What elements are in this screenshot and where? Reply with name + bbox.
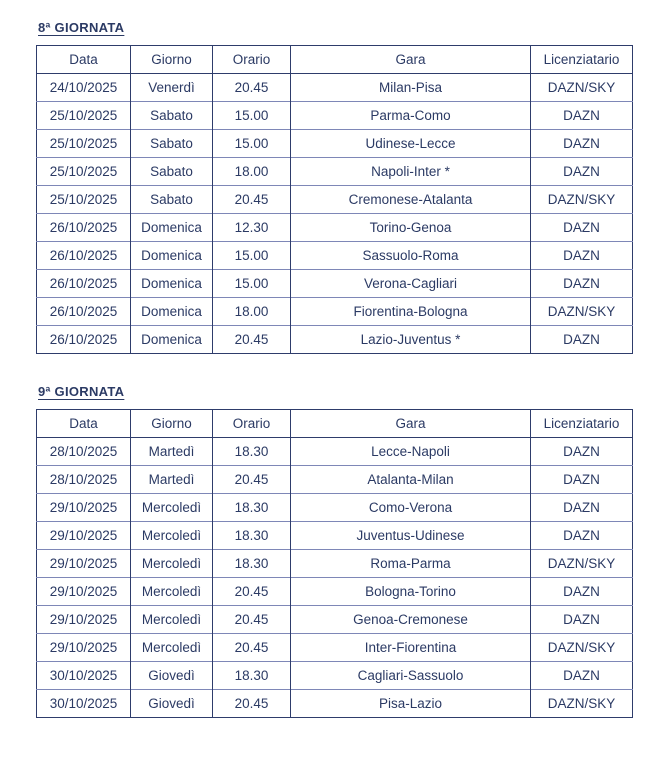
table-cell: DAZN: [531, 494, 633, 522]
table-cell: DAZN: [531, 270, 633, 298]
giornata-8-section: [36, 20, 632, 354]
table-cell: 24/10/2025: [49, 80, 118, 95]
table-row: [37, 466, 633, 494]
table-cell: Inter-Fiorentina: [291, 634, 531, 662]
table-body: [37, 438, 633, 718]
table-cell: DAZN: [531, 102, 633, 130]
table-cell: 29/10/2025: [37, 578, 131, 606]
table-row: [37, 186, 633, 214]
table-cell: Roma-Parma: [291, 550, 531, 578]
fixtures-table-giornata-8: [36, 45, 633, 354]
table-cell: 20.45: [213, 186, 291, 214]
table-cell: DAZN: [531, 214, 633, 242]
table-cell: 29/10/2025: [37, 522, 131, 550]
table-cell: DAZN/SKY: [531, 186, 633, 214]
table-row: [37, 214, 633, 242]
table-cell: Cremonese-Atalanta: [291, 186, 531, 214]
table-cell: 20.45: [213, 606, 291, 634]
table-cell: 26/10/2025: [37, 270, 131, 298]
table-cell: Atalanta-Milan: [291, 466, 531, 494]
table-cell: Udinese-Lecce: [291, 130, 531, 158]
table-body: [37, 74, 633, 354]
table-cell: DAZN: [531, 438, 633, 466]
table-cell: Lecce-Napoli: [291, 438, 531, 466]
table-cell: Domenica: [131, 326, 213, 354]
table-row: [37, 102, 633, 130]
column-header-licenziatario: Licenziatario: [531, 410, 633, 438]
column-header-data: Data: [37, 46, 131, 74]
table-cell: 18.00: [213, 158, 291, 186]
table-cell: 18.30: [213, 662, 291, 690]
table-cell: 20.45: [213, 634, 291, 662]
table-cell: 26/10/2025: [37, 298, 131, 326]
table-cell: Verona-Cagliari: [291, 270, 531, 298]
table-cell: DAZN: [531, 326, 633, 354]
table-cell: 18.30: [213, 550, 291, 578]
table-header: [37, 410, 633, 438]
table-row: [37, 578, 633, 606]
table-cell: 15.00: [213, 130, 291, 158]
table-cell: DAZN: [531, 130, 633, 158]
header-row: [37, 46, 633, 74]
table-row: [37, 242, 633, 270]
table-cell: Genoa-Cremonese: [291, 606, 531, 634]
table-cell: 18.30: [213, 438, 291, 466]
table-row: [37, 130, 633, 158]
table-cell: Martedì: [131, 466, 213, 494]
table-cell: Mercoledì: [131, 522, 213, 550]
table-row: [37, 522, 633, 550]
table-cell: 29/10/2025: [37, 550, 131, 578]
table-cell: Sabato: [131, 102, 213, 130]
table-cell: 20.45: [213, 578, 291, 606]
table-cell: 25/10/2025: [37, 130, 131, 158]
table-cell: 25/10/2025: [37, 102, 131, 130]
table-cell: DAZN/SKY: [531, 550, 633, 578]
table-cell: Mercoledì: [131, 578, 213, 606]
table-row: [37, 662, 633, 690]
table-cell: Cagliari-Sassuolo: [291, 662, 531, 690]
section-title-giornata-9: 9ª GIORNATA: [38, 384, 125, 399]
table-cell: 20.45: [213, 326, 291, 354]
table-cell: 15.00: [213, 270, 291, 298]
column-header-giorno: Giorno: [131, 410, 213, 438]
table-row: [37, 270, 633, 298]
table-row: [37, 74, 633, 102]
table-cell: Como-Verona: [291, 494, 531, 522]
column-header-licenziatario: Licenziatario: [531, 46, 633, 74]
table-row: [37, 298, 633, 326]
table-cell: Torino-Genoa: [291, 214, 531, 242]
table-row: [37, 326, 633, 354]
table-row: [37, 438, 633, 466]
table-cell: DAZN: [531, 158, 633, 186]
table-header: [37, 46, 633, 74]
table-cell: Mercoledì: [131, 550, 213, 578]
table-cell: 20.45: [213, 466, 291, 494]
table-cell: Giovedì: [131, 690, 213, 718]
table-cell: 25/10/2025: [37, 158, 131, 186]
table-row: [37, 158, 633, 186]
table-cell: 15.00: [213, 242, 291, 270]
table-cell: DAZN: [531, 606, 633, 634]
section-title-giornata-8: 8ª GIORNATA: [38, 20, 125, 35]
table-cell: Domenica: [131, 298, 213, 326]
table-cell: 18.30: [213, 522, 291, 550]
column-header-orario: Orario: [213, 410, 291, 438]
table-cell: 30/10/2025: [37, 690, 131, 718]
column-header-gara: Gara: [291, 410, 531, 438]
table-row: [37, 494, 633, 522]
table-row: [37, 690, 633, 718]
fixtures-table-giornata-9: [36, 409, 633, 718]
table-cell: 15.00: [213, 102, 291, 130]
table-cell: 30/10/2025: [37, 662, 131, 690]
table-cell: 28/10/2025: [37, 466, 131, 494]
table-cell: Milan-Pisa: [291, 74, 531, 102]
table-cell: 12.30: [213, 214, 291, 242]
table-cell: 25/10/2025: [37, 186, 131, 214]
table-cell: 26/10/2025: [37, 326, 131, 354]
table-row: [37, 606, 633, 634]
table-cell: DAZN: [531, 578, 633, 606]
table-cell: DAZN: [531, 662, 633, 690]
table-cell: Sabato: [131, 158, 213, 186]
table-cell: Mercoledì: [131, 606, 213, 634]
table-cell: 26/10/2025: [37, 242, 131, 270]
table-cell: Bologna-Torino: [291, 578, 531, 606]
table-cell: Mercoledì: [131, 494, 213, 522]
table-cell: 18.30: [213, 494, 291, 522]
column-header-giorno: Giorno: [131, 46, 213, 74]
table-cell: Domenica: [131, 242, 213, 270]
table-cell: 28/10/2025: [49, 444, 118, 459]
table-cell: 20.45: [213, 690, 291, 718]
table-cell: Mercoledì: [131, 634, 213, 662]
table-cell: Venerdì: [131, 74, 213, 102]
table-cell: Fiorentina-Bologna: [291, 298, 531, 326]
table-cell: Sassuolo-Roma: [291, 242, 531, 270]
table-cell: DAZN/SKY: [531, 298, 633, 326]
table-cell: DAZN: [531, 466, 633, 494]
column-header-data: Data: [37, 410, 131, 438]
table-cell: DAZN: [531, 242, 633, 270]
table-cell: 26/10/2025: [37, 214, 131, 242]
table-cell: Pisa-Lazio: [291, 690, 531, 718]
table-cell: Lazio-Juventus *: [291, 326, 531, 354]
table-cell: Giovedì: [131, 662, 213, 690]
table-cell: Domenica: [131, 270, 213, 298]
table-cell: 18.00: [213, 298, 291, 326]
table-cell: Parma-Como: [291, 102, 531, 130]
table-row: [37, 634, 633, 662]
table-cell: 29/10/2025: [37, 494, 131, 522]
table-cell: Domenica: [131, 214, 213, 242]
table-cell: 29/10/2025: [37, 634, 131, 662]
table-cell: DAZN/SKY: [531, 634, 633, 662]
table-cell: Martedì: [131, 438, 213, 466]
table-cell: Juventus-Udinese: [291, 522, 531, 550]
table-cell: 29/10/2025: [37, 606, 131, 634]
table-cell: Napoli-Inter *: [291, 158, 531, 186]
table-cell: DAZN/SKY: [531, 74, 633, 102]
header-row: [37, 410, 633, 438]
table-row: [37, 550, 633, 578]
table-cell: DAZN/SKY: [531, 690, 633, 718]
column-header-orario: Orario: [213, 46, 291, 74]
giornata-9-section: [36, 384, 632, 718]
table-cell: Sabato: [131, 186, 213, 214]
table-cell: DAZN: [531, 522, 633, 550]
table-cell: 20.45: [213, 74, 291, 102]
column-header-gara: Gara: [291, 46, 531, 74]
table-cell: Sabato: [131, 130, 213, 158]
